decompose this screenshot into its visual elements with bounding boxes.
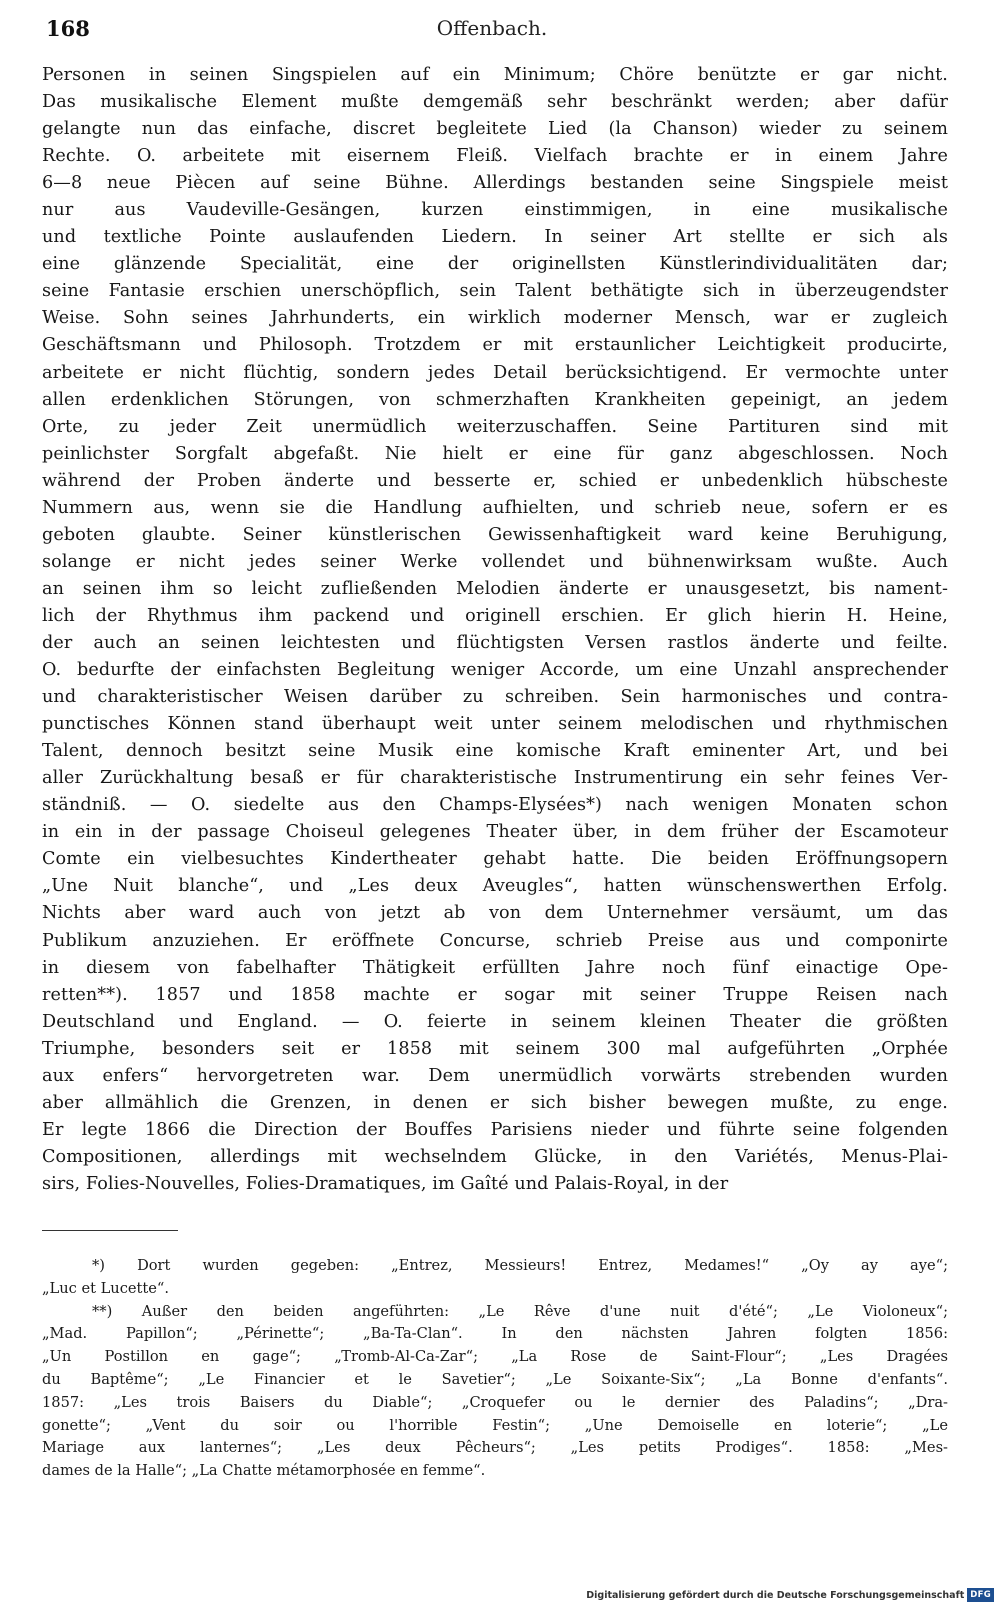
body-line: Nichts aber ward auch von jetzt ab von dem Unternehmer versäumt, um das	[42, 903, 948, 924]
body-line: in diesem von fabelhafter Thätigkeit erfüllten Jahre noch fünf einactige Ope-	[42, 957, 948, 978]
body-line: Triumphe, besonders seit er 1858 mit seinem 300 mal aufgeführten „Orphée	[42, 1038, 948, 1059]
page-number: 168	[46, 16, 90, 41]
footnote-line: Mariage aux lanternes“; „Les deux Pêcheurs“; „Les petits Prodiges“. 1858: „Mes-	[42, 1439, 948, 1457]
body-line: punctisches Können stand überhaupt weit unter seinem melodischen und rhythmischen	[42, 714, 948, 735]
body-line: in ein in der passage Choiseul gelegenes Theater über, in dem früher der Escamoteur	[42, 822, 948, 843]
body-line: Comte ein vielbesuchtes Kindertheater gehabt hatte. Die beiden Eröffnungsopern	[42, 849, 948, 870]
body-line: solange er nicht jedes seiner Werke vollendet und bühnenwirksam wußte. Auch	[42, 551, 948, 572]
body-line: peinlichster Sorgfalt abgefaßt. Nie hielt er eine für ganz abgeschlossen. Noch	[42, 443, 948, 464]
footnote-line: dames de la Halle“; „La Chatte métamorphosée en femme“.	[42, 1462, 486, 1480]
page-header	[42, 14, 942, 48]
body-line: arbeitete er nicht flüchtig, sondern jedes Detail berücksichtigend. Er vermochte unter	[42, 362, 948, 383]
body-line: Publikum anzuziehen. Er eröffnete Concurse, schrieb Preise aus und componirte	[42, 930, 948, 951]
body-line: eine glänzende Specialität, eine der originellsten Künstlerindividualitäten dar;	[42, 254, 948, 275]
footnote-line: gonette“; „Vent du soir ou l'horrible Festin“; „Une Demoiselle en loterie“; „Le	[42, 1416, 948, 1434]
body-line: aller Zurückhaltung besaß er für charakteristische Instrumentirung ein sehr feines Ver-	[42, 768, 948, 789]
body-line: Nummern aus, wenn sie die Handlung aufhielten, und schrieb neue, sofern er es	[42, 497, 948, 518]
footnote-line: „Luc et Lucette“.	[42, 1279, 169, 1297]
body-line: sirs, Folies-Nouvelles, Folies-Dramatiques, im Gaîté und Palais-Royal, in der	[42, 1173, 729, 1194]
body-line: Geschäftsmann und Philosoph. Trotzdem er mit erstaunlicher Leichtigkeit producirte,	[42, 335, 948, 356]
body-line: Das musikalische Element mußte demgemäß sehr beschränkt werden; aber dafür	[42, 92, 948, 113]
body-line: aux enfers“ hervorgetreten war. Dem unermüdlich vorwärts strebenden wurden	[42, 1065, 948, 1086]
body-line: retten**). 1857 und 1858 machte er sogar mit seiner Truppe Reisen nach	[42, 984, 948, 1005]
footnote-separator	[42, 1230, 178, 1231]
body-line: während der Proben änderte und besserte er, schied er unbedenklich hübscheste	[42, 470, 948, 491]
body-line: und textliche Pointe auslaufenden Liedern. In seiner Art stellte er sich als	[42, 227, 948, 248]
body-line: an seinen ihm so leicht zufließenden Melodien änderte er unausgesetzt, bis nament-	[42, 578, 948, 599]
body-line: Talent, dennoch besitzt seine Musik eine komische Kraft eminenter Art, und bei	[42, 741, 948, 762]
running-head: Offenbach.	[436, 16, 548, 40]
body-line: „Une Nuit blanche“, und „Les deux Aveugles“, hatten wünschenswerthen Erfolg.	[42, 876, 948, 897]
dfg-logo: DFG	[967, 1588, 994, 1602]
footnote-line: du Baptême“; „Le Financier et le Savetier“; „Le Soixante-Six“; „La Bonne d'enfants“.	[42, 1370, 948, 1388]
body-line: ständniß. — O. siedelte aus den Champs-Elysées*) nach wenigen Monaten schon	[42, 795, 948, 816]
body-line: Rechte. O. arbeitete mit eisernem Fleiß. Vielfach brachte er in einem Jahre	[42, 146, 948, 167]
footnotes	[42, 1255, 948, 1483]
body-line: 6—8 neue Piècen auf seine Bühne. Allerdings bestanden seine Singspiele meist	[42, 173, 948, 194]
credit-text: Digitalisierung gefördert durch die Deutsche Forschungsgemeinschaft	[586, 1589, 965, 1601]
body-text	[42, 62, 948, 1198]
footnote-line: „Mad. Papillon“; „Périnette“; „Ba-Ta-Clan“. In den nächsten Jahren folgten 1856:	[42, 1325, 948, 1343]
body-line: Personen in seinen Singspielen auf ein Minimum; Chöre benützte er gar nicht.	[42, 65, 948, 85]
digitization-credit	[586, 1587, 994, 1603]
body-line: lich der Rhythmus ihm packend und originell erschien. Er glich hierin H. Heine,	[42, 605, 948, 626]
body-line: Orte, zu jeder Zeit unermüdlich weiterzuschaffen. Seine Partituren sind mit	[42, 416, 948, 437]
body-line: Weise. Sohn seines Jahrhunderts, ein wirklich moderner Mensch, war er zugleich	[42, 308, 948, 329]
body-line: seine Fantasie erschien unerschöpflich, sein Talent bethätigte sich in überzeugendster	[42, 281, 948, 302]
body-line: allen erdenklichen Störungen, von schmerzhaften Krankheiten gepeinigt, an jedem	[42, 389, 948, 410]
body-line: O. bedurfte der einfachsten Begleitung weniger Accorde, um eine Unzahl ansprechender	[42, 660, 948, 681]
body-line: Compositionen, allerdings mit wechselndem Glücke, in den Variétés, Menus-Plai-	[42, 1146, 948, 1167]
body-line: aber allmählich die Grenzen, in denen er sich bisher bewegen mußte, zu enge.	[42, 1092, 948, 1113]
footnote-line: **) Außer den beiden angeführten: „Le Rêve d'une nuit d'été“; „Le Violoneux“;	[92, 1302, 948, 1320]
body-line: Er legte 1866 die Direction der Bouffes Parisiens nieder und führte seine folgenden	[42, 1119, 948, 1140]
body-line: und charakteristischer Weisen darüber zu schreiben. Sein harmonisches und contra-	[42, 687, 948, 708]
body-line: geboten glaubte. Seiner künstlerischen Gewissenhaftigkeit ward keine Beruhigung,	[42, 524, 948, 545]
footnote-line: „Un Postillon en gage“; „Tromb-Al-Ca-Zar“; „La Rose de Saint-Flour“; „Les Dragées	[42, 1348, 948, 1366]
body-line: der auch an seinen leichtesten und flüchtigsten Versen rastlos änderte und feilte.	[42, 632, 948, 653]
body-line: nur aus Vaudeville-Gesängen, kurzen einstimmigen, in eine musikalische	[42, 200, 948, 221]
footnote-line: 1857: „Les trois Baisers du Diable“; „Croquefer ou le dernier des Paladins“; „Dra-	[42, 1393, 948, 1411]
body-line: gelangte nun das einfache, discret begleitete Lied (la Chanson) wieder zu seinem	[42, 119, 948, 140]
footnote-line: *) Dort wurden gegeben: „Entrez, Messieurs! Entrez, Medames!“ „Oy ay aye“;	[92, 1257, 948, 1274]
body-line: Deutschland und England. — O. feierte in seinem kleinen Theater die größten	[42, 1011, 948, 1032]
